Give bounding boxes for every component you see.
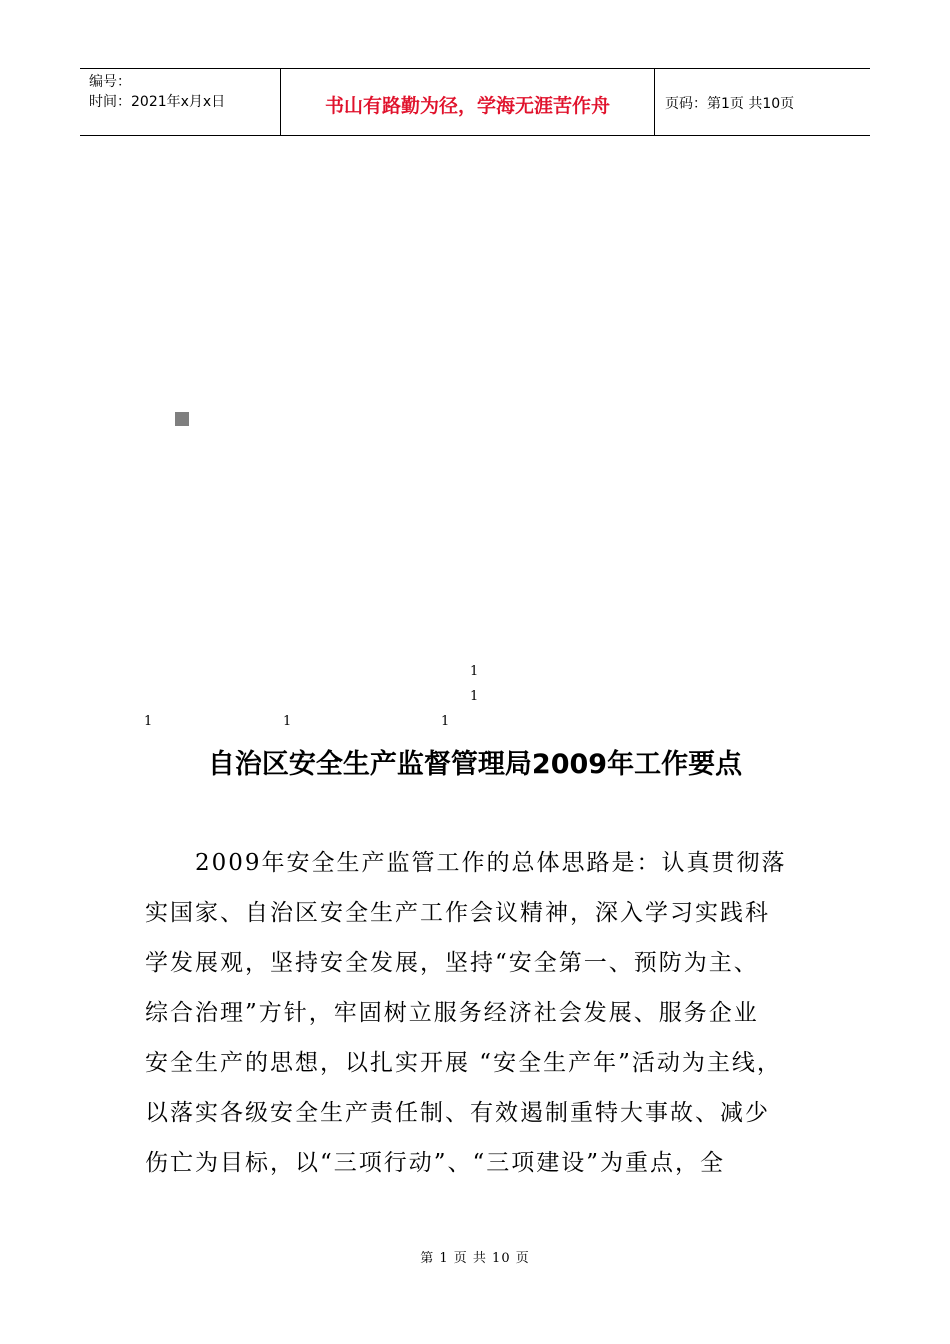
page-footer: 第 1 页 共 10 页 <box>420 1251 530 1266</box>
paragraph-line: 以落实各级安全生产责任制、有效遏制重特大事故、减少 <box>145 1100 770 1126</box>
document-title: 自治区安全生产监督管理局2009年工作要点 <box>207 749 743 780</box>
header-page-info: 页码：第1页 共10页 <box>665 96 795 112</box>
date-label: 时间：2021年x月x日 <box>89 94 226 110</box>
footnote-mark: 1 <box>441 714 450 729</box>
square-bullet-icon <box>175 412 189 426</box>
paragraph-line: 实国家、自治区安全生产工作会议精神，深入学习实践科 <box>145 900 770 926</box>
paragraph-line: 伤亡为目标，以“三项行动”、“三项建设”为重点，全 <box>145 1150 726 1176</box>
header-meta <box>80 69 281 135</box>
body-paragraph <box>145 838 825 1188</box>
paragraph-line: 2009年安全生产监管工作的总体思路是：认真贯彻落 <box>145 850 787 876</box>
footnote-mark: 1 <box>470 664 479 679</box>
number-label: 编号： <box>89 74 131 90</box>
document-header <box>80 68 870 136</box>
paragraph-line: 综合治理”方针，牢固树立服务经济社会发展、服务企业 <box>145 1000 759 1026</box>
footnote-mark: 1 <box>144 714 153 729</box>
footnote-mark: 1 <box>283 714 292 729</box>
footnote-mark: 1 <box>470 689 479 704</box>
paragraph-line: 安全生产的思想，以扎实开展 “安全生产年”活动为主线， <box>145 1050 782 1076</box>
header-motto: 书山有路勤为径，学海无涯苦作舟 <box>281 69 655 135</box>
paragraph-line: 学发展观，坚持安全发展，坚持“安全第一、预防为主、 <box>145 950 759 976</box>
